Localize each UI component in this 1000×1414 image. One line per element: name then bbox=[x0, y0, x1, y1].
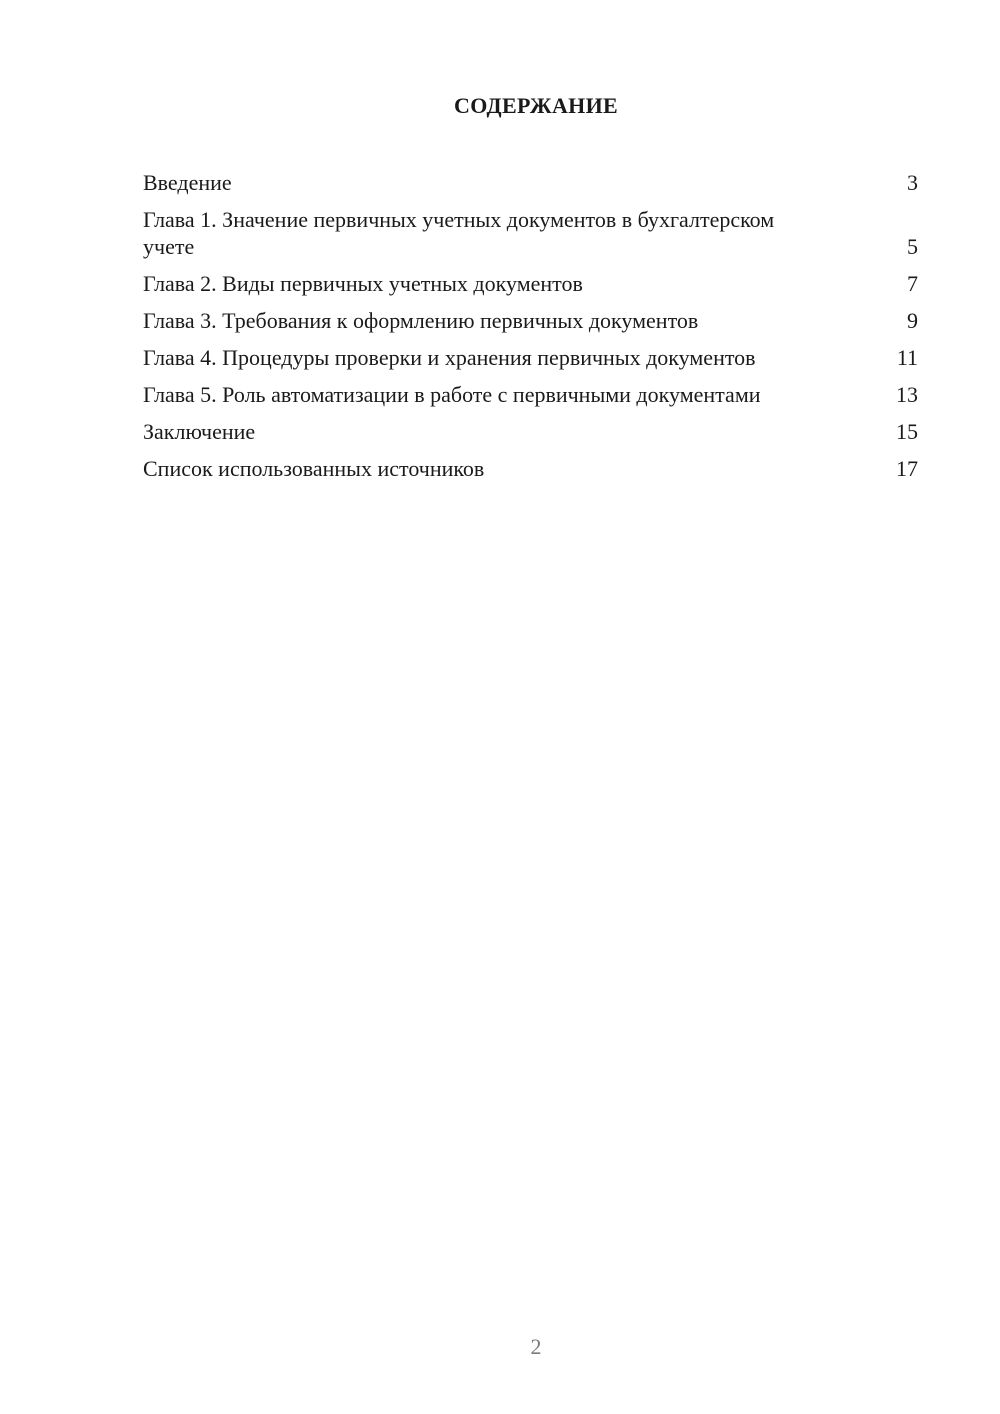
toc-entry-references bbox=[143, 455, 918, 482]
toc-entry-page: 13 bbox=[896, 382, 918, 407]
toc-entry-page: 3 bbox=[907, 170, 918, 195]
toc-entry-chapter-3 bbox=[143, 307, 918, 334]
page-title: СОДЕРЖАНИЕ bbox=[454, 93, 618, 118]
toc-entry-title: Заключение bbox=[143, 419, 256, 444]
toc-entry-chapter-2 bbox=[143, 270, 918, 297]
toc-entry-chapter-5 bbox=[143, 381, 918, 408]
toc-entry-title: Глава 3. Требования к оформлению первичных документов bbox=[143, 308, 699, 333]
toc-entry-title: Введение bbox=[143, 170, 232, 195]
toc-entry-page: 11 bbox=[896, 345, 918, 370]
toc-entry-introduction bbox=[143, 169, 918, 196]
toc-entry-page: 5 bbox=[907, 234, 918, 259]
toc-entry-chapter-4 bbox=[143, 344, 918, 371]
toc-entry-title: Глава 5. Роль автоматизации в работе с первичными документами bbox=[143, 382, 761, 407]
toc-entry-title: Глава 2. Виды первичных учетных документов bbox=[143, 271, 583, 296]
toc-entry-page: 15 bbox=[896, 419, 918, 444]
toc-entry-title: Список использованных источников bbox=[143, 456, 485, 481]
toc-entry-conclusion bbox=[143, 418, 918, 445]
page-number: 2 bbox=[530, 1334, 542, 1359]
toc-entry-page: 9 bbox=[907, 308, 918, 333]
toc-entry-page: 17 bbox=[896, 456, 918, 481]
toc-entry-title: Глава 4. Процедуры проверки и хранения первичных документов bbox=[143, 345, 756, 370]
toc-entry-page: 7 bbox=[907, 271, 918, 296]
table-of-contents bbox=[143, 169, 918, 492]
toc-entry-chapter-1 bbox=[143, 206, 918, 260]
toc-entry-title: Глава 1. Значение первичных учетных документов в бухгалтерском учете bbox=[143, 207, 775, 259]
